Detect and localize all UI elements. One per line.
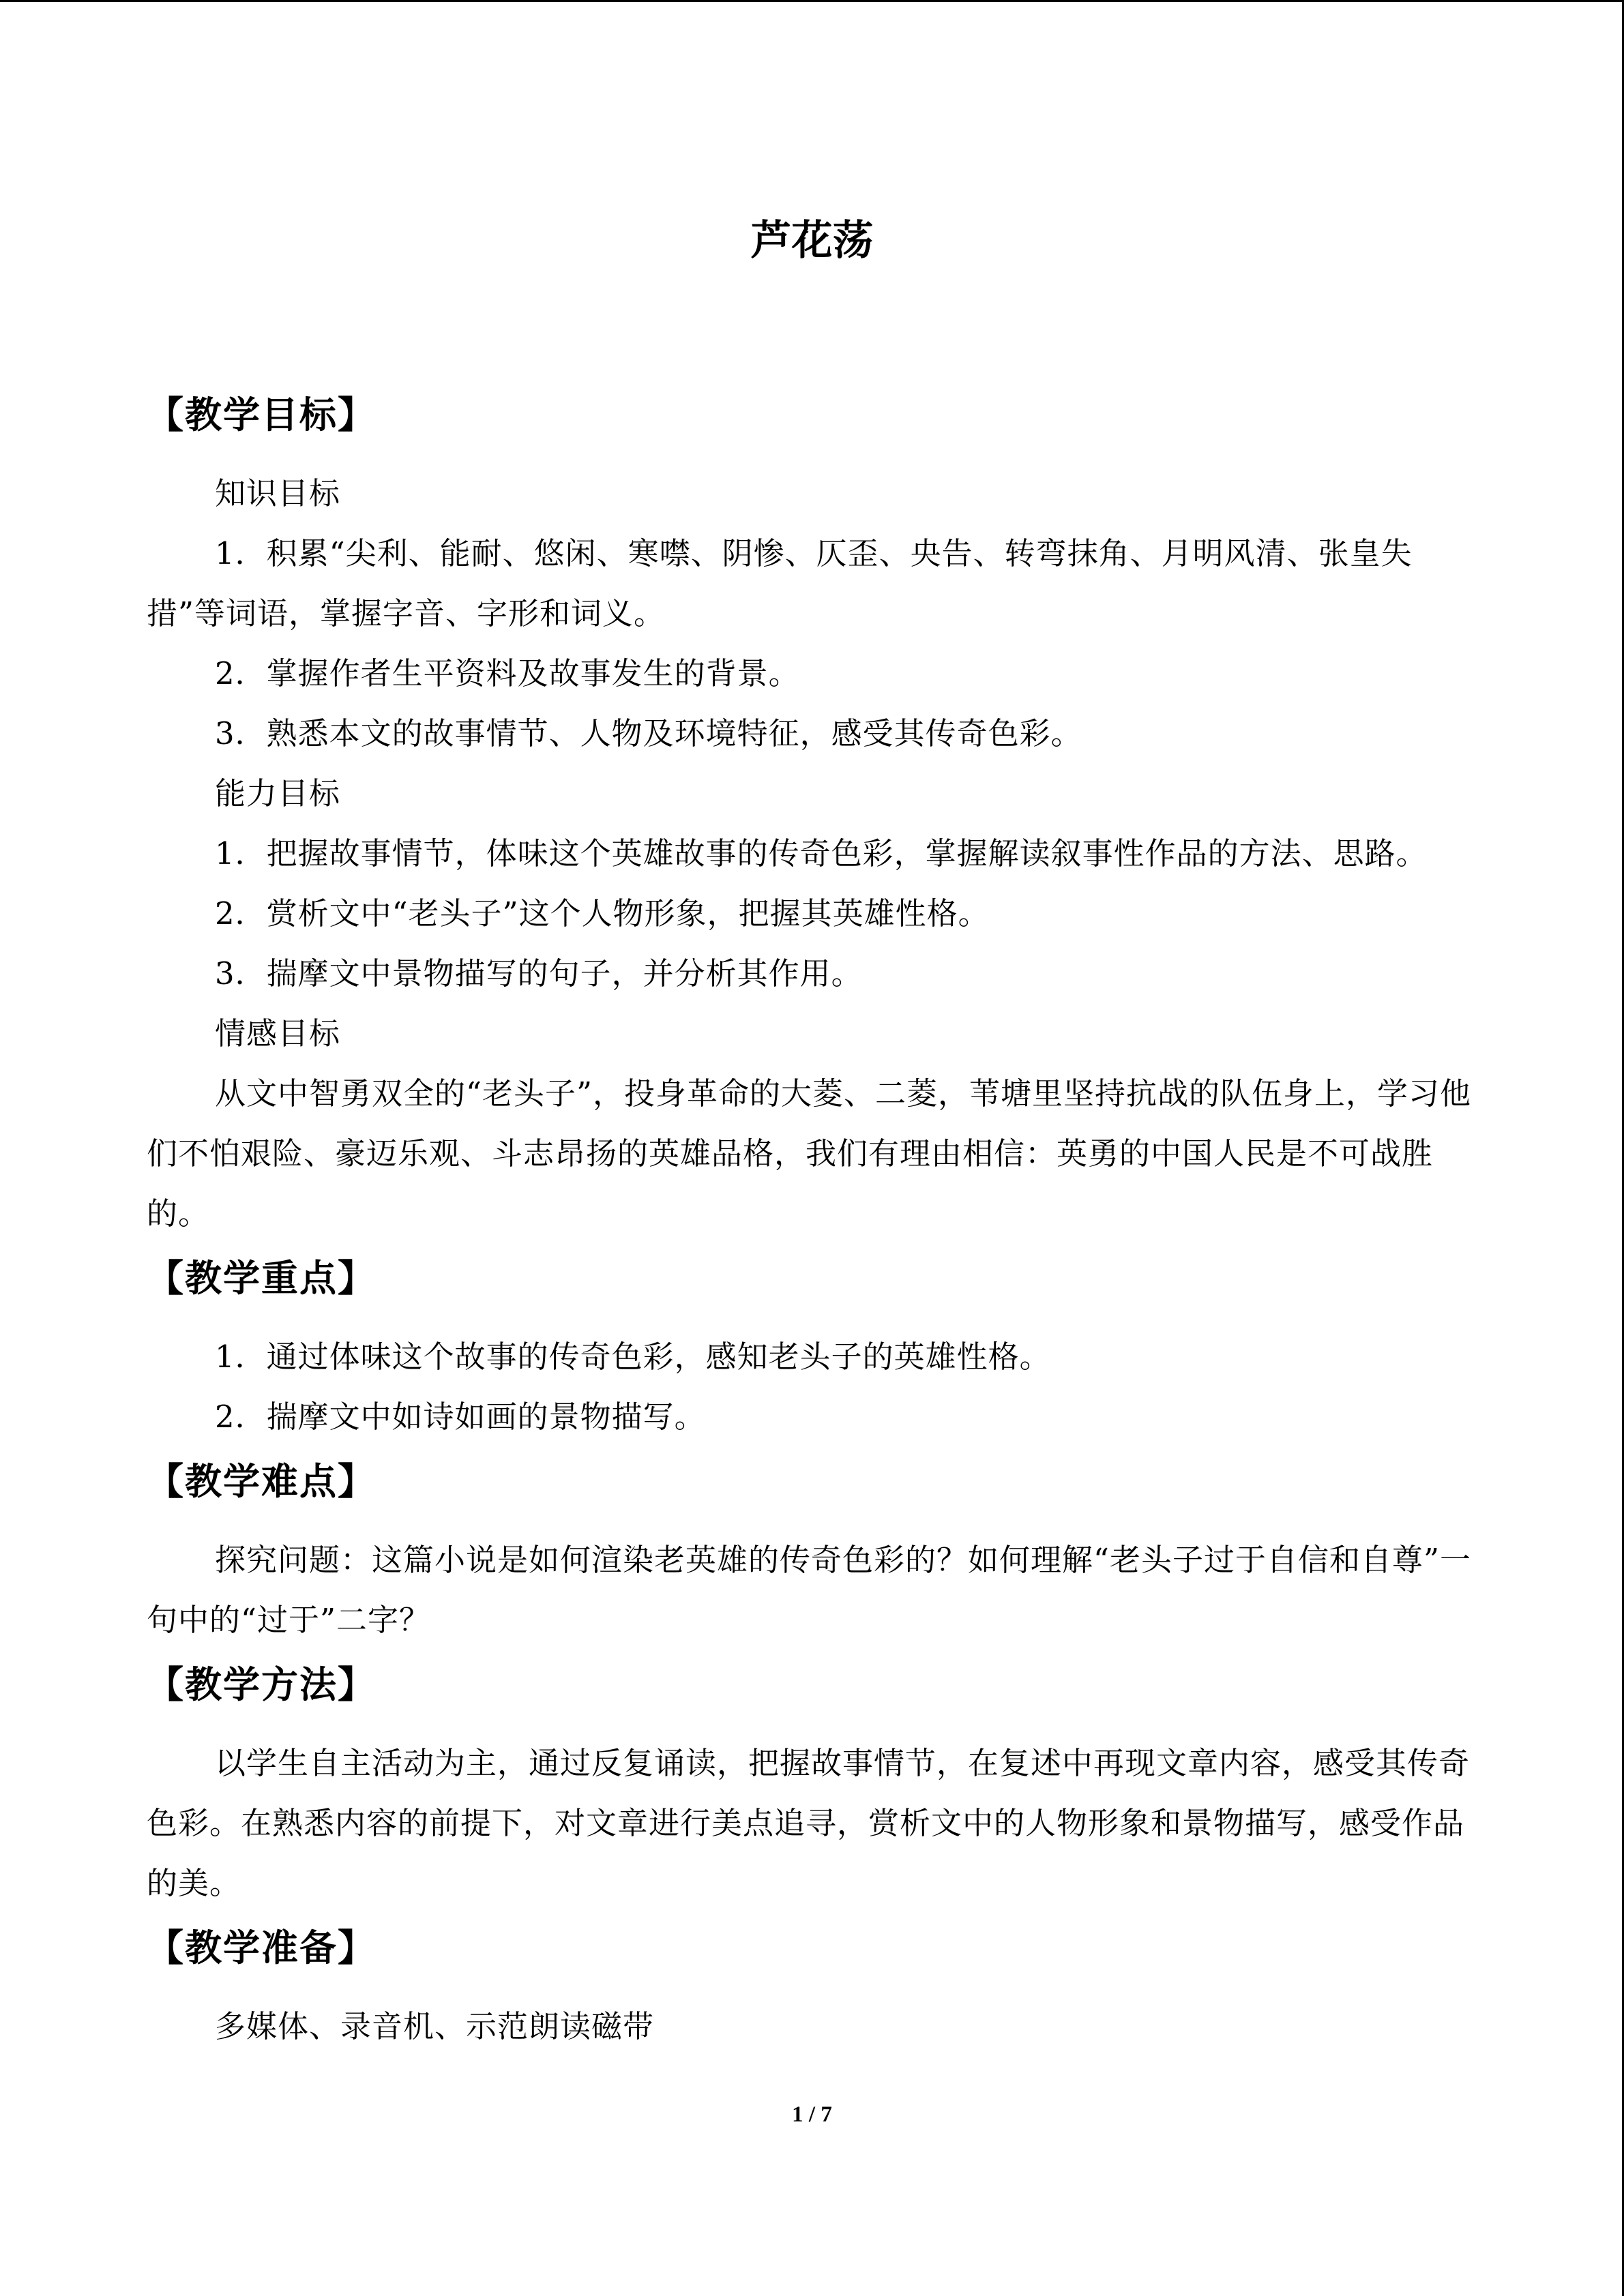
- knowledge-objectives-label: 知识目标: [215, 475, 341, 511]
- ability-objective-2: 2．赏析文中“老头子”这个人物形象，把握其英雄性格。: [215, 895, 990, 931]
- section-heading-methods: 【教学方法】: [147, 1663, 376, 1706]
- knowledge-objective-3: 3．熟悉本文的故事情节、人物及环境特征，感受其传奇色彩。: [215, 715, 1082, 751]
- section-heading-key-points: 【教学重点】: [147, 1256, 376, 1300]
- document-body: [147, 381, 1483, 2057]
- knowledge-objective-1: 1．积累“尖利、能耐、悠闲、寒噤、阴惨、仄歪、央告、转弯抹角、月明风清、张皇失措”等词语，掌握字音、字形和词义。: [147, 535, 1413, 631]
- preparation-text: 多媒体、录音机、示范朗读磁带: [215, 2008, 655, 2044]
- section-heading-objectives: 【教学目标】: [147, 393, 376, 436]
- methods-text: 以学生自主活动为主，通过反复诵读，把握故事情节，在复述中再现文章内容，感受其传奇色彩。在熟悉内容的前提下，对文章进行美点追寻，赏析文中的人物形象和景物描写，感受作品的美。: [147, 1745, 1471, 1901]
- ability-objective-1: 1．把握故事情节，体味这个英雄故事的传奇色彩，掌握解读叙事性作品的方法、思路。: [215, 835, 1428, 871]
- ability-objective-3: 3．揣摩文中景物描写的句子，并分析其作用。: [215, 955, 863, 992]
- document-title: 芦花荡: [750, 217, 874, 265]
- key-point-1: 1．通过体味这个故事的传奇色彩，感知老头子的英雄性格。: [215, 1339, 1051, 1375]
- page-number: 1 / 7: [792, 2102, 832, 2127]
- key-point-2: 2．揣摩文中如诗如画的景物描写。: [215, 1399, 706, 1435]
- ability-objectives-label: 能力目标: [215, 775, 341, 811]
- section-heading-difficulties: 【教学难点】: [147, 1459, 376, 1503]
- section-heading-preparation: 【教学准备】: [147, 1926, 376, 1969]
- emotion-objective-text: 从文中智勇双全的“老头子”，投身革命的大菱、二菱，苇塘里坚持抗战的队伍身上，学习他们不怕艰险、豪迈乐观、斗志昂扬的英雄品格，我们有理由相信：英勇的中国人民是不可战胜的。: [147, 1075, 1472, 1232]
- emotion-objectives-label: 情感目标: [215, 1015, 341, 1052]
- knowledge-objective-2: 2．掌握作者生平资料及故事发生的背景。: [215, 655, 800, 691]
- difficulty-text: 探究问题：这篇小说是如何渲染老英雄的传奇色彩的？如何理解“老头子过于自信和自尊”一句中的“过于”二字？: [147, 1542, 1472, 1638]
